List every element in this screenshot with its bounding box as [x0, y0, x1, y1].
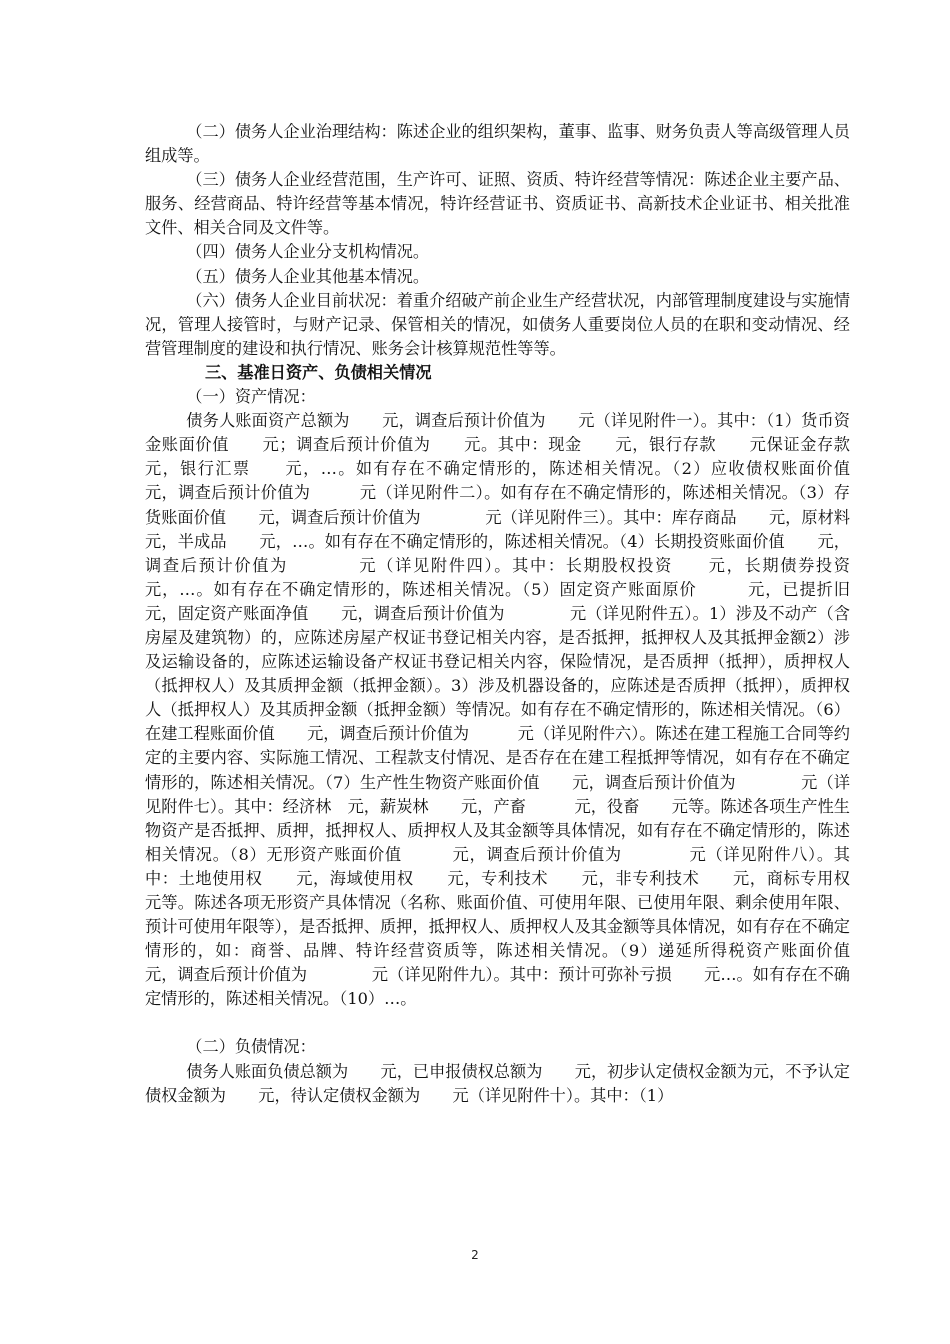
paragraph-current-status: （六）债务人企业目前状况：着重介绍破产前企业生产经营状况，内部管理制度建设与实施情况，管理人接管时，与财产记录、保管相关的情况，如债务人重要岗位人员的在职和变动情况、经营管理制度的建设和执行情况、账务会计核算规范性等等。	[145, 290, 850, 358]
paragraph-branches: （四）债务人企业分支机构情况。	[186, 242, 430, 262]
paragraph-other-info: （五）债务人企业其他基本情况。	[186, 266, 430, 286]
paragraph-business-scope: （三）债务人企业经营范围，生产许可、证照、资质、特许经营等情况：陈述企业主要产品、服务、经营商品、特许经营等基本情况，特许经营证书、资质证书、高新技术企业证书、相关批准文件、相关合同及文件等。	[145, 170, 850, 238]
subheading-liabilities: （二）负债情况：	[186, 1037, 316, 1057]
page-number: 2	[471, 1248, 479, 1262]
paragraph-assets-detail: 债务人账面资产总额为 元，调查后预计价值为 元（详见附件一）。其中：（1）货币资金账面价值 元；调查后预计价值为 元。其中：现金 元，银行存款 元保证金存款 元，银行汇票 元，…。如有存在不确定情形的，陈述相关情况。（2）应收债权账面价值 元，调查后预计价值为 元（详见附件二）。如有存在不确定情形的，陈述相关情况。（3）存货账面价值 元，调查后预计价值为 元（详见附件三）。其中：库存商品 元，原材料 元，半成品 元，…。如有存在不确定情形的，陈述相关情况。（4）长期投资账面价值 元，调查后预计价值为 元（详见附件四）。其中：长期股权投资 元，长期债券投资 元，…。如有存在不确定情形的，陈述相关情况。（5）固定资产账面原价 元，已提折旧 元，固定资产账面净值 元，调查后预计价值为 元（详见附件五）。1）涉及不动产（含房屋及建筑物）的，应陈述房屋产权证书登记相关内容，是否抵押，抵押权人及其抵押金额2）涉及运输设备的，应陈述运输设备产权证书登记相关内容，保险情况，是否质押（抵押），质押权人（抵押权人）及其质押金额（抵押金额）。3）涉及机器设备的，应陈述是否质押（抵押），质押权人（抵押权人）及其质押金额（抵押金额）等情况。如有存在不确定情形的，陈述相关情况。（6）在建工程账面价值 元，调查后预计价值为 元（详见附件六）。陈述在建工程施工合同等约定的主要内容、实际施工情况、工程款支付情况、是否存在在建工程抵押等情况，如有存在不确定情形的，陈述相关情况。（7）生产性生物资产账面价值 元，调查后预计价值为 元（详见附件七）。其中：经济林 元，薪炭林 元，产畜 元，役畜 元等。陈述各项生产性生物资产是否抵押、质押，抵押权人、质押权人及其金额等具体情况，如有存在不确定情形的，陈述相关情况。（8）无形资产账面价值 元，调查后预计价值为 元（详见附件八）。其中：土地使用权 元，海域使用权 元，专利技术 元，非专利技术 元，商标专用权 元等。陈述各项无形资产具体情况（名称、账面价值、可使用年限、已使用年限、剩余使用年限、预计可使用年限等），是否抵押、质押，抵押权人、质押权人及其金额等具体情况，如有存在不确定情形的，如：商誉、品牌、特许经营资质等，陈述相关情况。（9）递延所得税资产账面价值 元，调查后预计价值为 元（详见附件九）。其中：预计可弥补亏损 元…。如有存在不确定情形的，陈述相关情况。（10）…。	[145, 411, 899, 1009]
document-body	[145, 120, 899, 1108]
subheading-assets: （一）资产情况：	[186, 387, 316, 407]
paragraph-liabilities-detail: 债务人账面负债总额为 元，已申报债权总额为 元，初步认定债权金额为元，不予认定债权金额为 元，待认定债权金额为 元（详见附件十）。其中：（1）	[145, 1061, 850, 1105]
section-heading-assets-liabilities: 三、基准日资产、负债相关情况	[204, 362, 432, 382]
paragraph-governance: （二）债务人企业治理结构：陈述企业的组织架构，董事、监事、财务负责人等高级管理人员组成等。	[145, 122, 850, 166]
